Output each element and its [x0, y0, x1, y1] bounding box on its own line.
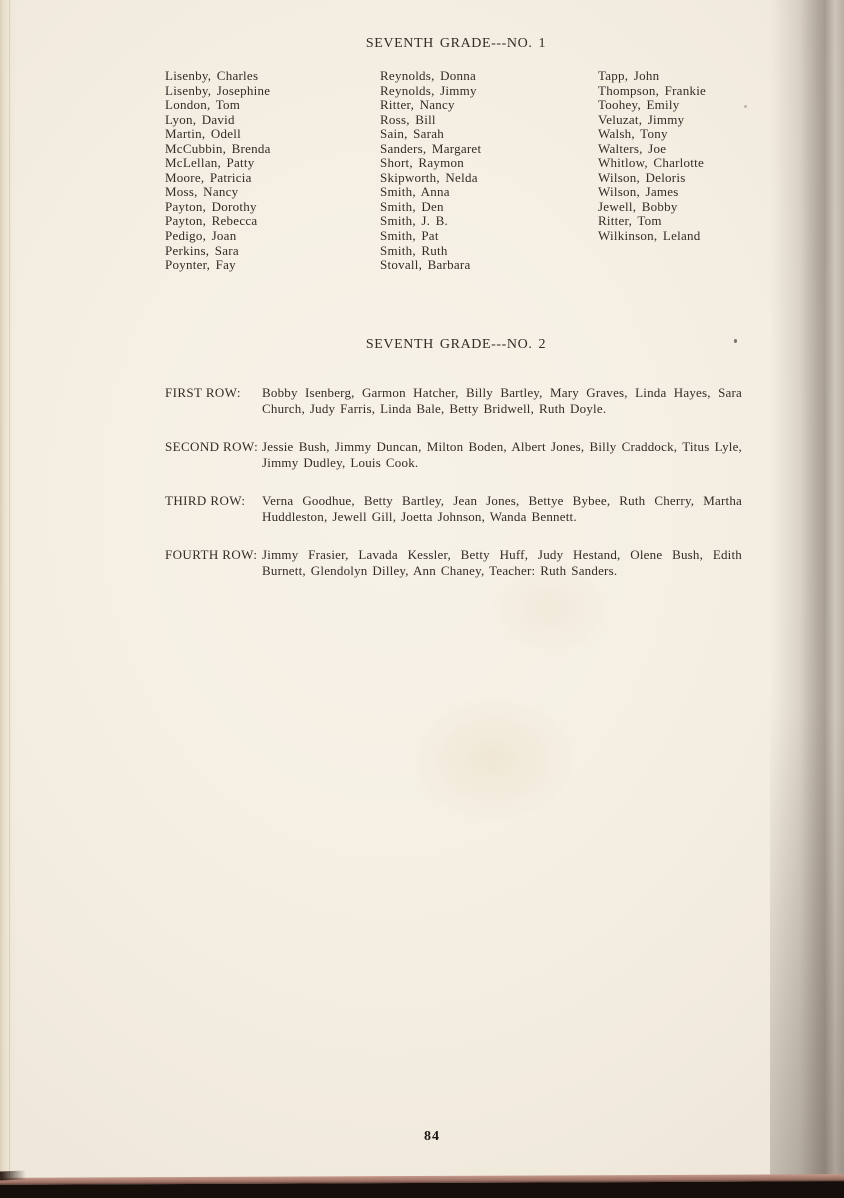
scan-background-black [0, 1181, 844, 1198]
student-name: Lisenby, Charles [165, 68, 259, 83]
student-name: Moss, Nancy [165, 184, 239, 200]
page-number: 84 [424, 1129, 440, 1144]
row-label: FOURTH ROW: [165, 547, 258, 562]
student-name: Smith, Pat [380, 228, 439, 244]
row-entry [165, 493, 742, 524]
scan-bottom-edge [0, 1174, 844, 1198]
student-name: Payton, Rebecca [165, 213, 258, 229]
student-name: McLellan, Patty [165, 155, 255, 171]
student-name: Perkins, Sara [165, 242, 239, 258]
book-edge-highlight [0, 1174, 844, 1185]
section2-title: SEVENTH GRADE---NO. 2 [365, 337, 547, 352]
row-names: Verna Goodhue, Betty Bartley, Jean Jones, Bettye Bybee, Ruth Cherry, Martha Huddleston, Jewell Gill, Joetta Johnson, Wanda Bennett. [262, 493, 742, 524]
student-name: Reynolds, Jimmy [380, 82, 477, 98]
student-name: Martin, Odell [165, 126, 242, 142]
student-name: Jewell, Bobby [598, 198, 678, 214]
student-name: Stovall, Barbara [380, 257, 471, 273]
student-name: Smith, Den [380, 198, 444, 214]
row-names: Jimmy Frasier, Lavada Kessler, Betty Huff, Judy Hestand, Olene Bush, Edith Burnett, Glendolyn Dilley, Ann Chaney, Teacher: Ruth Sanders. [262, 547, 742, 578]
student-name: Wilkinson, Leland [598, 228, 701, 244]
student-name: Tapp, John [598, 68, 660, 83]
student-name: Lyon, David [165, 111, 235, 127]
page-left-binding-edge [0, 0, 16, 1198]
student-name: Lisenby, Josephine [165, 82, 271, 98]
student-name: Smith, Anna [380, 184, 450, 200]
row-label: THIRD ROW: [165, 493, 246, 508]
section1-title: SEVENTH GRADE---NO. 1 [365, 36, 547, 51]
scan-speck [734, 339, 737, 343]
student-name: Poynter, Fay [165, 257, 236, 273]
name-column-2 [380, 69, 481, 273]
student-name: Veluzat, Jimmy [598, 111, 685, 127]
student-name: Pedigo, Joan [165, 228, 237, 244]
student-name: London, Tom [165, 97, 241, 113]
student-name: Skipworth, Nelda [380, 169, 478, 185]
student-name: McCubbin, Brenda [165, 140, 271, 156]
student-name: Ross, Bill [380, 111, 436, 127]
scan-corner-shadow [0, 1171, 26, 1181]
student-name: Ritter, Nancy [380, 97, 455, 113]
student-name: Whitlow, Charlotte [598, 155, 705, 171]
row-entry [165, 439, 742, 470]
row-names: Bobby Isenberg, Garmon Hatcher, Billy Bartley, Mary Graves, Linda Hayes, Sara Church, Judy Farris, Linda Bale, Betty Bridwell, Ruth Doyle. [262, 385, 742, 416]
scan-speck [744, 105, 747, 108]
student-name: Walters, Joe [598, 140, 667, 156]
student-name: Smith, Ruth [380, 242, 448, 258]
row-label: FIRST ROW: [165, 385, 241, 400]
student-name: Walsh, Tony [598, 126, 668, 142]
student-name: Wilson, Deloris [598, 169, 686, 185]
student-name: Wilson, James [598, 184, 679, 200]
book-gutter-shadow [770, 0, 844, 1182]
student-name: Sain, Sarah [380, 126, 444, 142]
row-label: SECOND ROW: [165, 439, 259, 454]
student-name: Ritter, Tom [598, 213, 662, 229]
student-name: Smith, J. B. [380, 213, 449, 229]
row-entry [165, 547, 742, 578]
student-name: Payton, Dorothy [165, 198, 257, 214]
student-name: Reynolds, Donna [380, 68, 477, 83]
student-name: Moore, Patricia [165, 169, 252, 185]
name-column-3 [598, 69, 706, 244]
photo-caption-rows [165, 385, 742, 601]
student-name: Sanders, Margaret [380, 140, 482, 156]
student-name: Short, Raymon [380, 155, 464, 171]
student-name: Toohey, Emily [598, 97, 680, 113]
row-names: Jessie Bush, Jimmy Duncan, Milton Boden, Albert Jones, Billy Craddock, Titus Lyle, Jimmy Dudley, Louis Cook. [262, 439, 742, 470]
student-name: Thompson, Frankie [598, 82, 707, 98]
name-column-1 [165, 69, 271, 273]
row-entry [165, 385, 742, 416]
